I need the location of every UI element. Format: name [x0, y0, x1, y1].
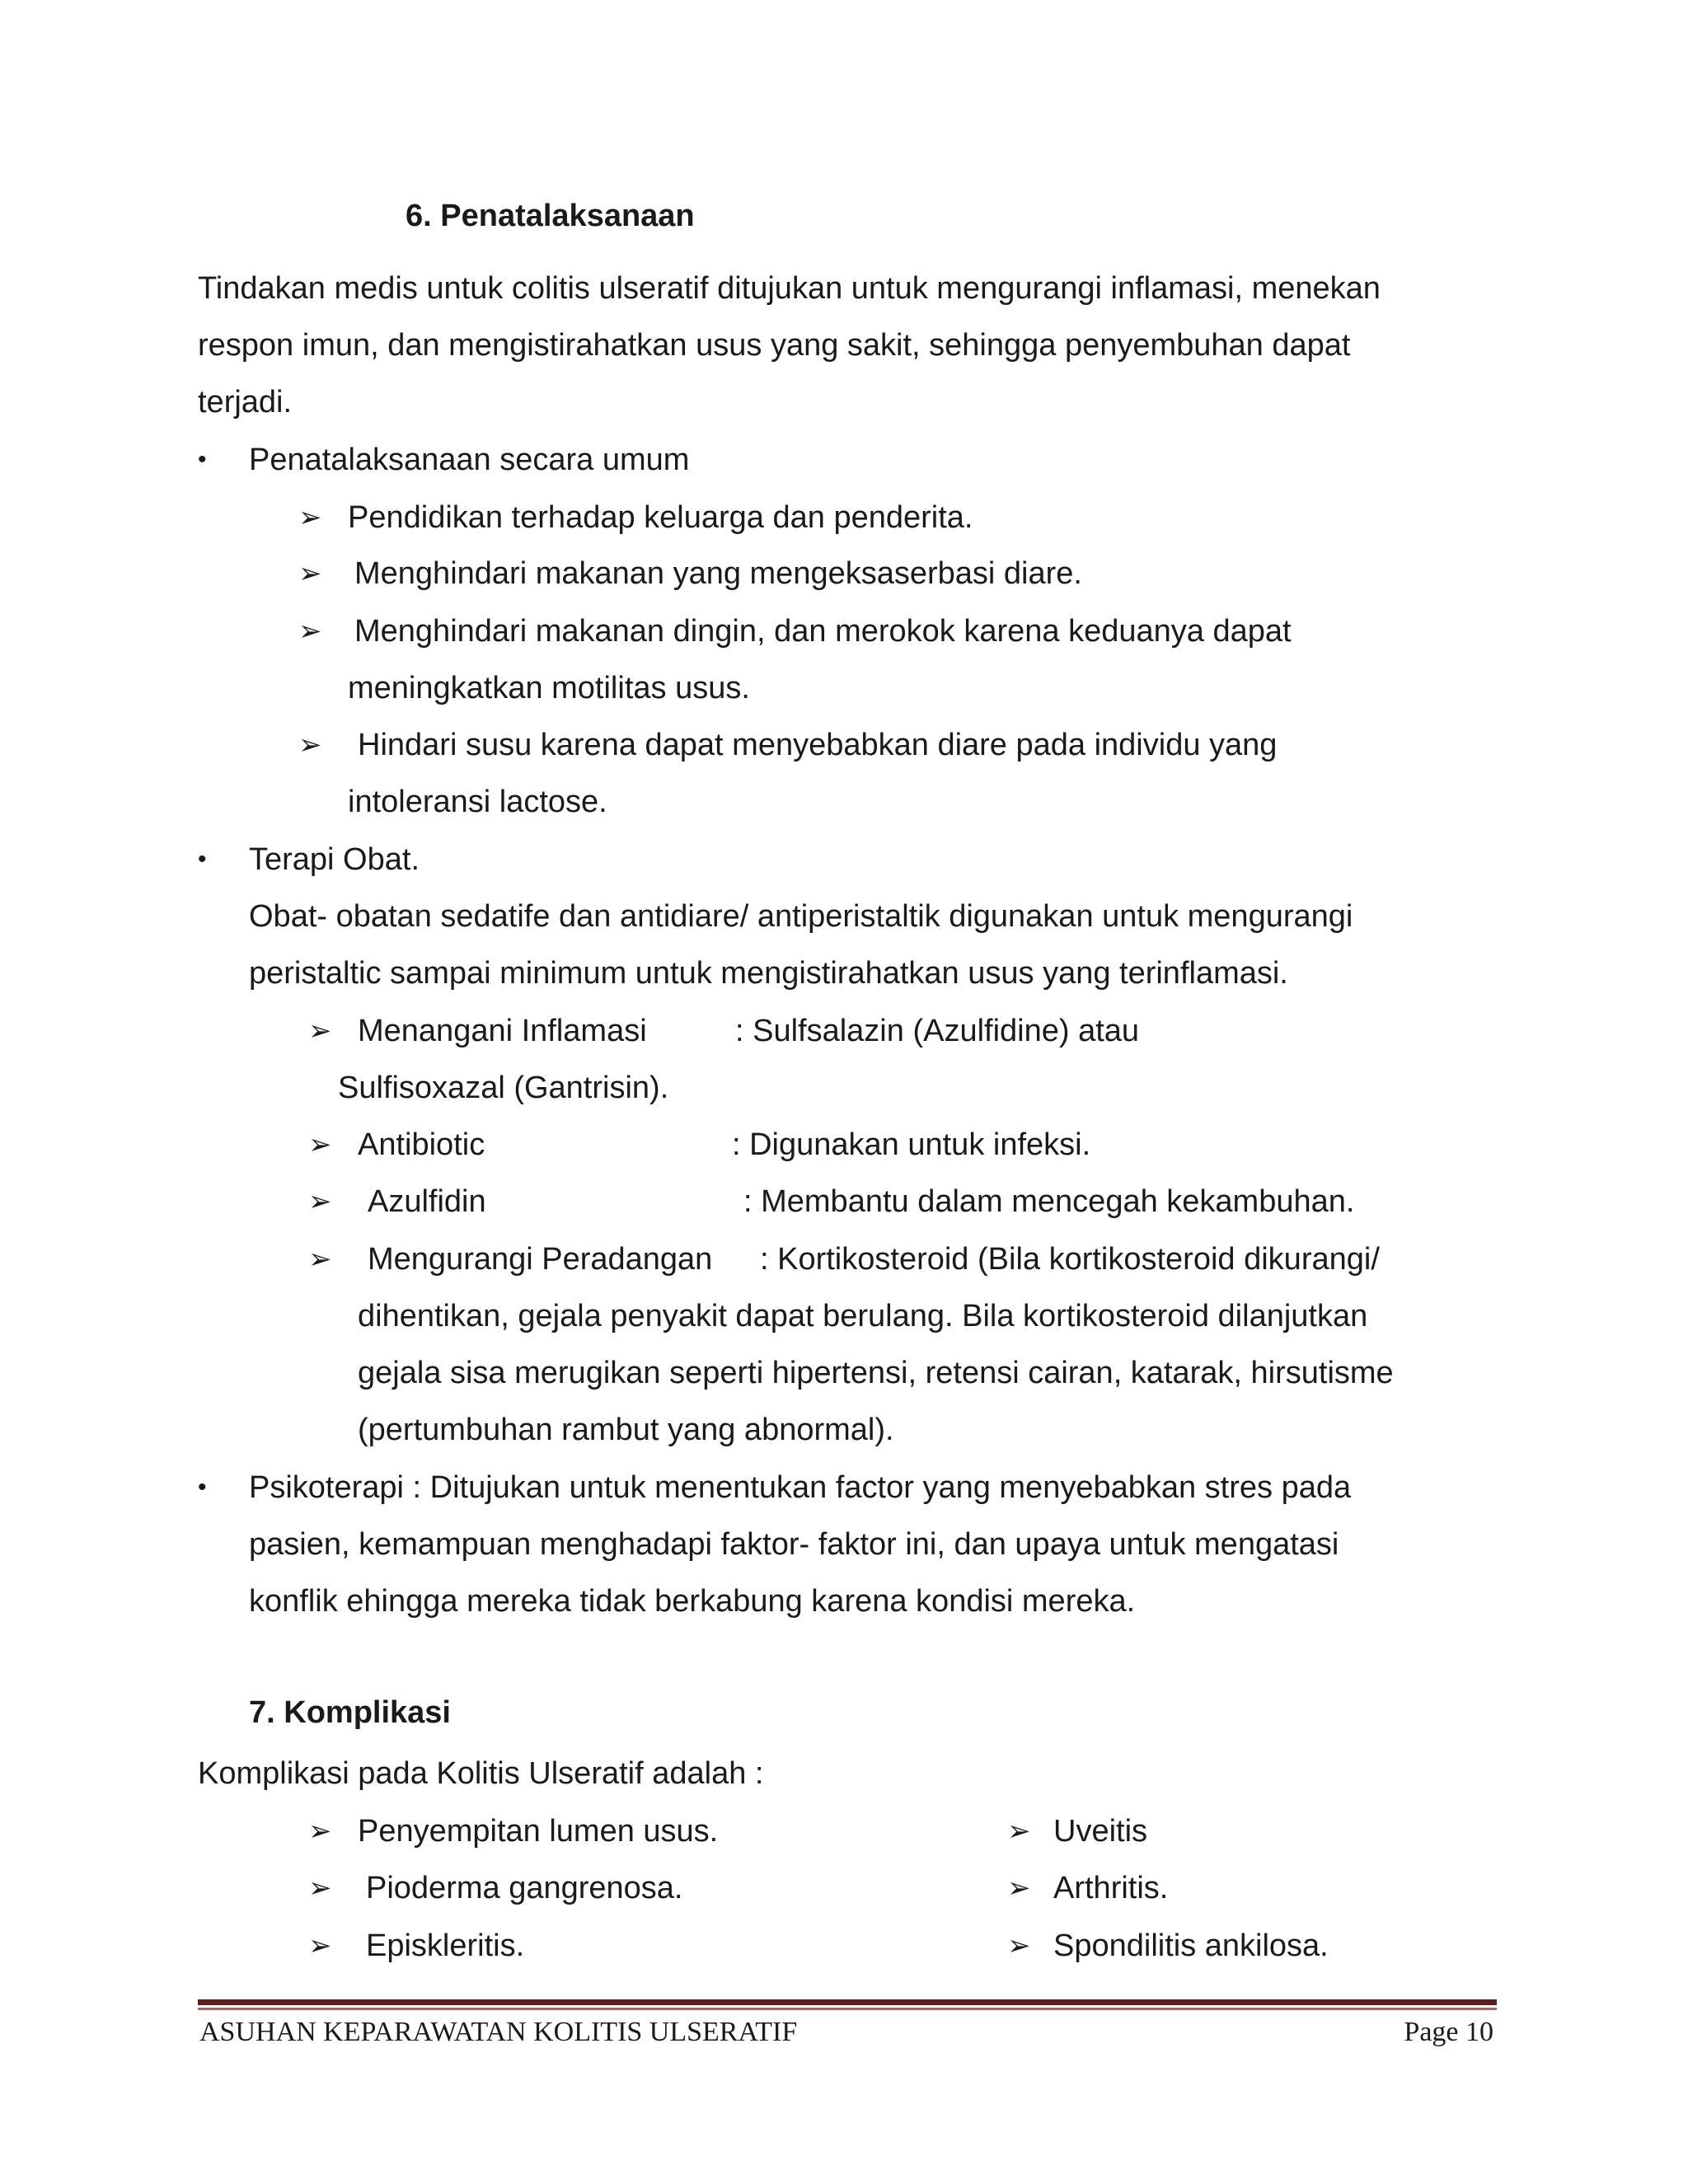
section-7-heading: 7. Komplikasi	[249, 1695, 451, 1730]
arrow-bullet-icon: ➢	[1007, 1872, 1031, 1905]
arrow-bullet-icon: ➢	[308, 1815, 332, 1848]
drug-def-1: : Sulfsalazin (Azulfidine) atau	[735, 1014, 1140, 1048]
complication-right-2: Arthritis.	[1053, 1871, 1169, 1905]
footer-rule	[198, 1999, 1497, 2005]
section-7-intro: Komplikasi pada Kolitis Ulseratif adalah :	[198, 1756, 764, 1791]
arrow-bullet-icon: ➢	[308, 1185, 332, 1218]
complication-left-2: Pioderma gangrenosa.	[366, 1871, 683, 1905]
psycho-line-3: konflik ehingga mereka tidak berkabung karena kondisi mereka.	[249, 1584, 1136, 1619]
bullet-drugs: •	[198, 846, 207, 873]
arrow-bullet-icon: ➢	[298, 557, 322, 590]
drug-def-4-cont-3: (pertumbuhan rambut yang abnormal).	[358, 1413, 894, 1447]
drug-def-2: : Digunakan untuk infeksi.	[732, 1127, 1091, 1162]
drug-def-4-cont-1: dihentikan, gejala penyakit dapat berulang. Bila kortikosteroid dilanjutkan	[358, 1299, 1368, 1333]
footer-rule-thin	[198, 2008, 1497, 2010]
section-6-heading: 6. Penatalaksanaan	[406, 199, 695, 233]
drug-term-4: Mengurangi Peradangan	[368, 1242, 713, 1277]
footer-page-number: Page 10	[1404, 2017, 1493, 2047]
drugs-desc-line-1: Obat- obatan sedatife dan antidiare/ antiperistaltik digunakan untuk mengurangi	[249, 899, 1353, 934]
general-item-3-line-2: meningkatkan motilitas usus.	[348, 671, 750, 705]
drug-def-4: : Kortikosteroid (Bila kortikosteroid dikurangi/	[760, 1242, 1380, 1277]
general-item-2: Menghindari makanan yang mengeksaserbasi diare.	[354, 556, 1082, 591]
intro-line-1: Tindakan medis untuk colitis ulseratif ditujukan untuk mengurangi inflamasi, menekan	[198, 271, 1381, 306]
intro-line-3: terjadi.	[198, 385, 293, 419]
psycho-line-2: pasien, kemampuan menghadapi faktor- faktor ini, dan upaya untuk mengatasi	[249, 1527, 1339, 1562]
arrow-bullet-icon: ➢	[308, 1929, 332, 1962]
drug-def-4-cont-2: gejala sisa merugikan seperti hipertensi, retensi cairan, katarak, hirsutisme	[358, 1356, 1394, 1390]
footer-title: ASUHAN KEPARAWATAN KOLITIS ULSERATIF	[199, 2017, 798, 2047]
drug-def-3: : Membantu dalam mencegah kekambuhan.	[743, 1184, 1355, 1219]
general-label: Penatalaksanaan secara umum	[249, 443, 690, 477]
bullet-general: •	[198, 446, 207, 473]
drug-term-2: Antibiotic	[358, 1127, 485, 1162]
drugs-label: Terapi Obat.	[249, 842, 420, 877]
intro-line-2: respon imun, dan mengistirahatkan usus yang sakit, sehingga penyembuhan dapat	[198, 328, 1351, 363]
arrow-bullet-icon: ➢	[308, 1128, 332, 1161]
drug-def-1-cont: Sulfisoxazal (Gantrisin).	[338, 1071, 669, 1105]
complication-right-1: Uveitis	[1053, 1814, 1148, 1849]
arrow-bullet-icon: ➢	[1007, 1929, 1031, 1962]
arrow-bullet-icon: ➢	[308, 1872, 332, 1905]
general-item-3-line-1: Menghindari makanan dingin, dan merokok karena keduanya dapat	[354, 614, 1292, 649]
drug-term-1: Menangani Inflamasi	[358, 1014, 647, 1048]
arrow-bullet-icon: ➢	[298, 501, 322, 534]
psycho-line-1: Psikoterapi : Ditujukan untuk menentukan factor yang menyebabkan stres pada	[249, 1470, 1352, 1505]
complication-left-3: Episkleritis.	[366, 1929, 525, 1963]
arrow-bullet-icon: ➢	[1007, 1815, 1031, 1848]
drug-term-3: Azulfidin	[368, 1184, 486, 1219]
complication-left-1: Penyempitan lumen usus.	[358, 1814, 719, 1849]
arrow-bullet-icon: ➢	[308, 1243, 332, 1276]
general-item-1: Pendidikan terhadap keluarga dan penderita.	[348, 500, 973, 535]
complication-right-3: Spondilitis ankilosa.	[1053, 1929, 1329, 1963]
general-item-4-line-2: intoleransi lactose.	[348, 785, 607, 819]
arrow-bullet-icon: ➢	[298, 729, 322, 762]
arrow-bullet-icon: ➢	[298, 615, 322, 648]
bullet-psycho: •	[198, 1474, 207, 1501]
drugs-desc-line-2: peristaltic sampai minimum untuk mengistirahatkan usus yang terinflamasi.	[249, 956, 1288, 991]
arrow-bullet-icon: ➢	[308, 1015, 332, 1047]
general-item-4-line-1: Hindari susu karena dapat menyebabkan diare pada individu yang	[358, 728, 1278, 762]
